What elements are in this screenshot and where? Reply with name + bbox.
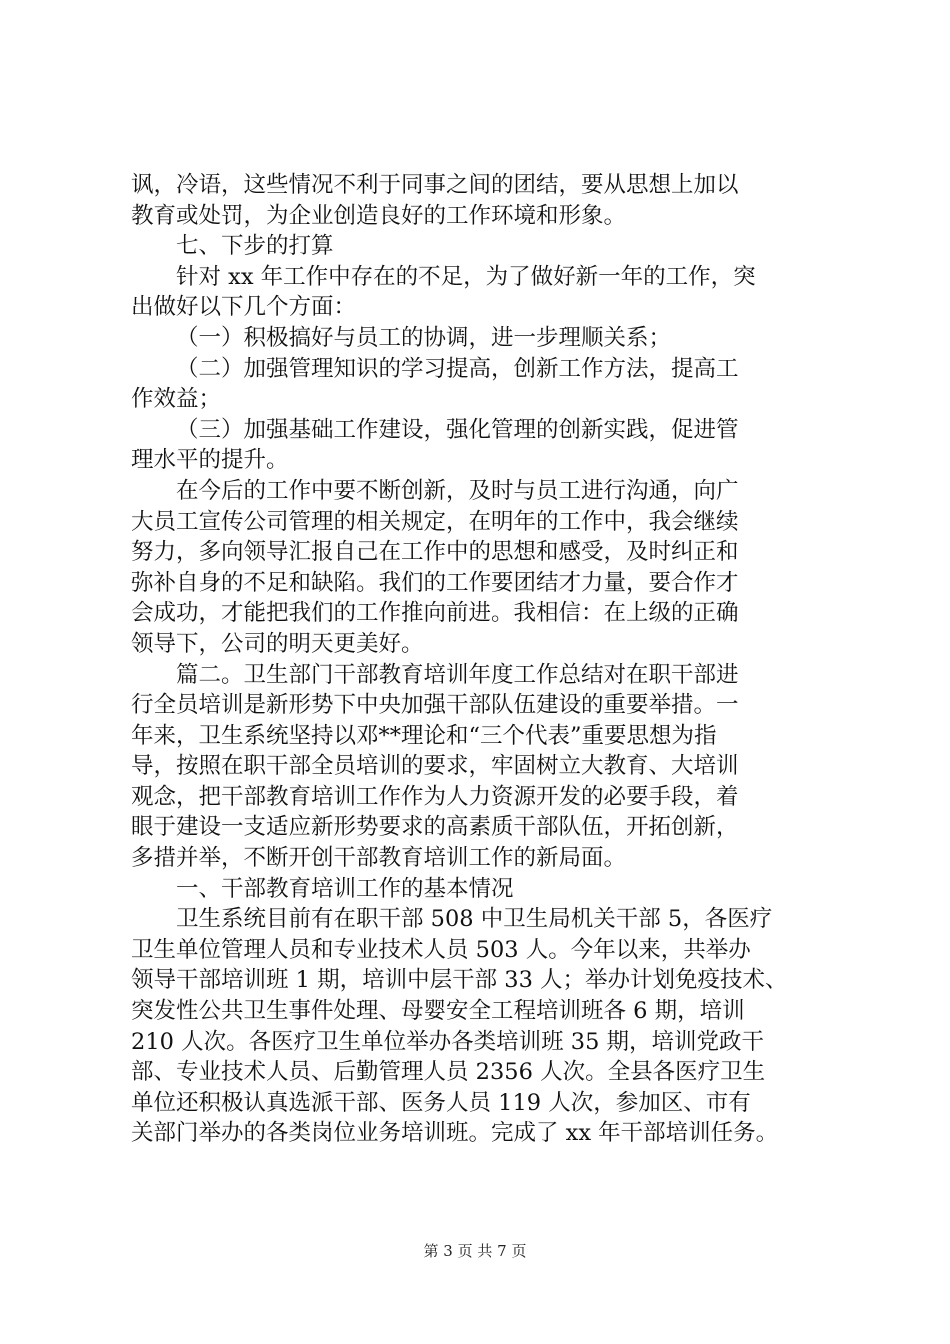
text-line: 导，按照在职干部全员培训的要求，牢固树立大教育、大培训 xyxy=(131,753,739,780)
text-line: 教育或处罚，为企业创造良好的工作环境和形象。 xyxy=(131,202,627,229)
text-line: 眼于建设一支适应新形势要求的高素质干部队伍，开拓创新， xyxy=(131,814,739,841)
text-line: 部、专业技术人员、后勤管理人员 2356 人次。全县各医疗卫生 xyxy=(131,1059,766,1086)
text-line: 会成功，才能把我们的工作推向前进。我相信：在上级的正确 xyxy=(131,600,739,627)
text-line: 卫生单位管理人员和专业技术人员 503 人。今年以来，共举办 xyxy=(131,936,751,963)
text-line: 多措并举，不断开创干部教育培训工作的新局面。 xyxy=(131,845,627,872)
document-body xyxy=(131,170,831,1149)
text-line: 单位还积极认真选派干部、医务人员 119 人次，参加区、市有 xyxy=(131,1089,751,1116)
text-line: 领导下，公司的明天更美好。 xyxy=(131,630,424,657)
text-line: 突发性公共卫生事件处理、母婴安全工程培训班各 6 期，培训 xyxy=(131,998,745,1025)
text-line: 篇二。卫生部门干部教育培训年度工作总结对在职干部进 xyxy=(176,661,739,688)
text-line: 出做好以下几个方面： xyxy=(131,294,357,321)
text-line: 大员工宣传公司管理的相关规定，在明年的工作中，我会继续 xyxy=(131,508,739,535)
text-line: 在今后的工作中要不断创新，及时与员工进行沟通，向广 xyxy=(176,477,739,504)
text-line: 一、干部教育培训工作的基本情况 xyxy=(176,875,514,902)
text-line: 关部门举办的各类岗位业务培训班。完成了 xx 年干部培训任务。 xyxy=(131,1120,779,1147)
text-line: 作效益； xyxy=(131,386,222,413)
text-line: 弥补自身的不足和缺陷。我们的工作要团结才力量，要合作才 xyxy=(131,569,739,596)
text-line: （三）加强基础工作建设，强化管理的创新实践，促进管 xyxy=(176,416,739,443)
text-line: 努力，多向领导汇报自己在工作中的思想和感受，及时纠正和 xyxy=(131,539,739,566)
text-line: 理水平的提升。 xyxy=(131,447,289,474)
text-line: 领导干部培训班 1 期，培训中层干部 33 人；举办计划免疫技术、 xyxy=(131,967,788,994)
text-line: （一）积极搞好与员工的协调，进一步理顺关系； xyxy=(176,324,672,351)
text-line: 行全员培训是新形势下中央加强干部队伍建设的重要举措。一 xyxy=(131,692,739,719)
text-line: 七、下步的打算 xyxy=(176,233,334,260)
text-line: 针对 xx 年工作中存在的不足，为了做好新一年的工作，突 xyxy=(176,263,756,290)
text-line: 210 人次。各医疗卫生单位举办各类培训班 35 期，培训党政干 xyxy=(131,1028,765,1055)
text-line: 观念，把干部教育培训工作作为人力资源开发的必要手段，着 xyxy=(131,783,739,810)
text-line: 年来，卫生系统坚持以邓**理论和“三个代表”重要思想为指 xyxy=(131,722,717,749)
text-line: （二）加强管理知识的学习提高，创新工作方法，提高工 xyxy=(176,355,739,382)
text-line: 卫生系统目前有在职干部 508 中卫生局机关干部 5，各医疗 xyxy=(176,906,773,933)
page-footer: 第 3 页 共 7 页 xyxy=(423,1242,527,1260)
text-line: 讽，冷语，这些情况不利于同事之间的团结，要从思想上加以 xyxy=(131,172,739,198)
